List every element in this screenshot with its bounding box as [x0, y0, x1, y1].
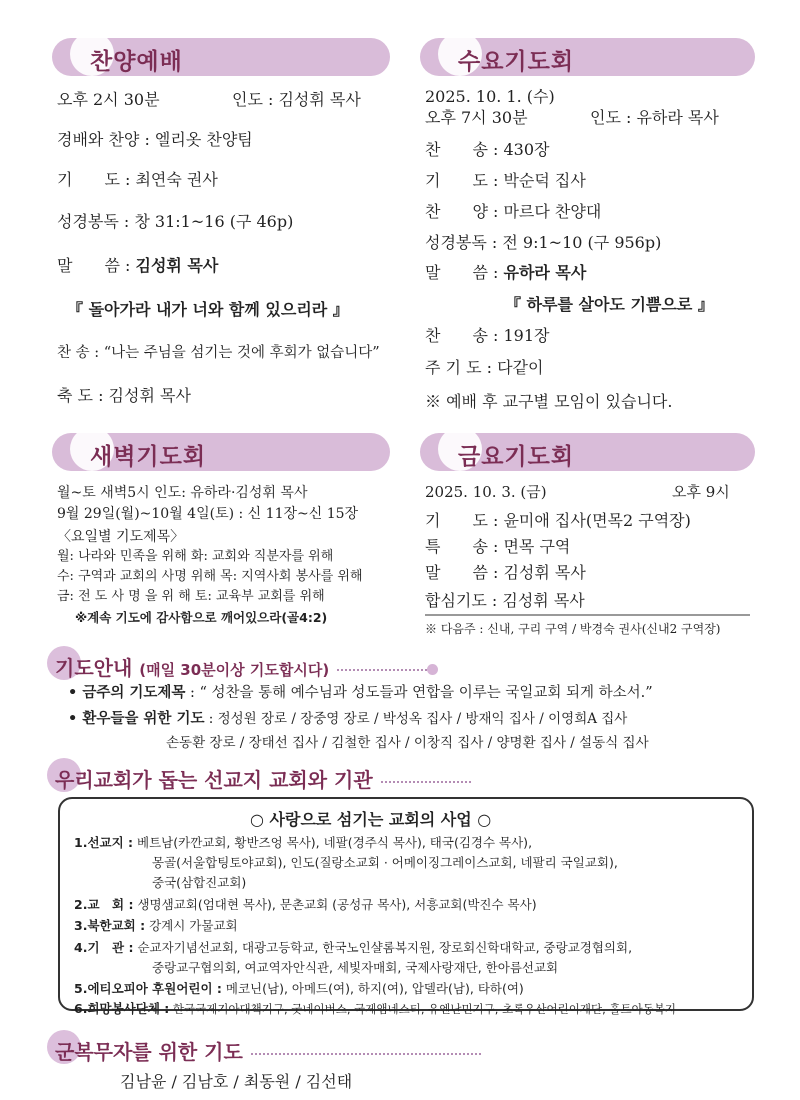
- praise-blessing: 축 도 : 김성휘 목사: [57, 386, 191, 405]
- guide-label: • 금주의 기도제목: [68, 685, 186, 701]
- sermon-label: 말 씀 :: [425, 263, 504, 282]
- row-label: 3.북한교회 :: [74, 918, 146, 933]
- fri-special: 특 송 : 면목 구역: [425, 537, 571, 556]
- dawn-line: 금: 전 도 사 명 을 위 해 토: 교육부 교회를 위해: [57, 589, 325, 604]
- praise-sermon-title: 『 돌아가라 내가 너와 함께 있으리라 』: [67, 300, 349, 319]
- fri-sermon: 말 씀 : 김성휘 목사: [425, 563, 586, 582]
- wed-hymn1: 찬 송 : 430장: [425, 140, 550, 159]
- wed-lords-prayer: 주 기 도 : 다같이: [425, 358, 544, 377]
- praise-time: 오후 2시 30분: [57, 90, 160, 109]
- row-label: 2.교 회 :: [74, 897, 134, 912]
- guide-label: • 환우들을 위한 기도: [68, 711, 205, 727]
- praise-hymn: 찬 송 : “나는 주님을 섬기는 것에 후회가 없습니다”: [57, 345, 380, 361]
- row-text: 순교자기념선교회, 대광고등학교, 한국노인샬롬복지원, 장로회신학대학교, 중랑교경협의회,: [137, 940, 633, 955]
- row-label: 5.에티오피아 후원어린이 :: [74, 981, 222, 996]
- praise-prayer: 기 도 : 최연숙 권사: [57, 170, 218, 189]
- fri-time: 오후 9시: [672, 483, 730, 501]
- fri-title: 금요기도회: [458, 444, 575, 470]
- row-text: 베트남(카깐교회, 황반즈엉 목사), 네팔(경주식 목사), 태국(김경수 목사),: [137, 835, 533, 850]
- row-text: 생명샘교회(엄대현 목사), 문촌교회 (공성규 목사), 서흥교회(박진수 목사): [137, 897, 537, 912]
- wed-date: 2025. 10. 1. (수): [425, 87, 555, 106]
- divider: [425, 614, 750, 616]
- box-title: ○ 사랑으로 섬기는 교회의 사업 ○: [250, 810, 492, 829]
- guide-text: 손동환 장로 / 장태선 집사 / 김철한 집사 / 이창직 집사 / 양명환 집사 / 설동식 집사: [166, 735, 649, 751]
- dawn-header: [52, 433, 390, 471]
- wed-prayer: 기 도 : 박순덕 집사: [425, 171, 586, 190]
- sermon-label: 말 씀 :: [57, 256, 136, 275]
- wed-reading: 성경봉독 : 전 9:1~10 (구 956p): [425, 233, 662, 252]
- dawn-title: 새벽기도회: [90, 444, 207, 470]
- wed-title: 수요기도회: [458, 49, 575, 75]
- wed-hymn2: 찬 송 : 191장: [425, 326, 550, 345]
- dawn-line: 〈요일별 기도제목〉: [57, 529, 185, 545]
- wed-time: 오후 7시 30분: [425, 108, 528, 127]
- wed-note: ※ 예배 후 교구별 모임이 있습니다.: [425, 392, 673, 411]
- praise-sermon: [57, 258, 218, 274]
- sermon-preacher: 유하라 목사: [503, 263, 587, 282]
- row-text: 한국국제기아대책기구, 굿네이버스, 국제앰네스티, 유엔난민기구, 초록우산어린이재단, 홀트아동복지: [172, 1002, 677, 1016]
- military-names-text: 김남윤 / 김남호 / 최동원 / 김선태: [120, 1072, 353, 1091]
- row-text: 중국(삼합진교회): [152, 875, 247, 890]
- fri-prayer: 기 도 : 윤미애 집사(면목2 구역장): [425, 511, 691, 530]
- praise-title: 찬양예배: [90, 49, 183, 75]
- mission-box: [58, 797, 754, 1016]
- military-title: 군복무자를 위한 기도: [55, 1040, 243, 1064]
- guide-title: 기도안내: [55, 656, 133, 680]
- praise-reading: 성경봉독 : 창 31:1~16 (구 46p): [57, 212, 294, 231]
- wed-leader: 인도 : 유하라 목사: [590, 108, 719, 127]
- row-text: 메코닌(남), 아메드(여), 하지(여), 압델라(남), 타하(여): [225, 981, 524, 996]
- row-text: 몽골(서울합팅토야교회), 인도(질랑소교회 · 어메이징그레이스교회, 네팔리 국일교회),: [152, 855, 618, 870]
- guide-text: : “ 성찬을 통해 예수님과 성도들과 연합을 이루는 국일교회 되게 하소서.”: [185, 685, 653, 701]
- sermon-preacher: 김성휘 목사: [135, 256, 219, 275]
- wed-sermon: [425, 265, 586, 281]
- dawn-line: 월: 나라와 민족을 위해 화: 교회와 직분자를 위해: [57, 549, 334, 564]
- dawn-line: 수: 구역과 교회의 사명 위해 목: 지역사회 봉사를 위해: [57, 569, 363, 584]
- military-header: [55, 1036, 481, 1065]
- praise-worship: 경배와 찬양 : 엘리옷 찬양팀: [57, 130, 253, 149]
- row-text: 중랑교구협의회, 여교역자안식관, 세빛자매회, 국제사랑재단, 한아름선교회: [152, 960, 559, 975]
- mission-title: 우리교회가 돕는 선교지 교회와 기관: [55, 768, 373, 792]
- guide-subtitle: (매일 30분이상 기도합시다): [139, 661, 330, 679]
- wed-choir: 찬 양 : 마르다 찬양대: [425, 202, 602, 221]
- dawn-line: 월~토 새벽5시 인도: 유하라·김성휘 목사: [57, 485, 308, 501]
- wed-header: [420, 38, 755, 76]
- row-label: 6.희망봉사단체 :: [74, 1001, 170, 1016]
- guide-text: : 정성원 장로 / 장중영 장로 / 박성옥 집사 / 방재익 집사 / 이영희A 집사: [204, 711, 628, 727]
- praise-leader: 인도 : 김성휘 목사: [232, 90, 361, 109]
- dawn-line: 9월 29일(월)~10월 4일(토) : 신 11장~신 15장: [57, 506, 359, 522]
- fri-next: ※ 다음주 : 신내, 구리 구역 / 박경숙 권사(신내2 구역장): [425, 622, 721, 636]
- dawn-line: ※계속 기도에 감사함으로 깨어있으라(골4:2): [75, 610, 328, 625]
- fri-closing: 합심기도 : 김성휘 목사: [425, 591, 585, 610]
- row-label: 4.기 관 :: [74, 940, 134, 955]
- fri-date: 2025. 10. 3. (금): [425, 483, 547, 501]
- guide-header: [55, 652, 438, 681]
- row-label: 1.선교지 :: [74, 835, 134, 850]
- mission-header: [55, 764, 471, 793]
- wed-sermon-title: 『 하루를 살아도 기쁨으로 』: [505, 295, 714, 314]
- fri-header: [420, 433, 755, 471]
- row-text: 강계시 가물교회: [149, 918, 238, 933]
- praise-header: [52, 38, 390, 76]
